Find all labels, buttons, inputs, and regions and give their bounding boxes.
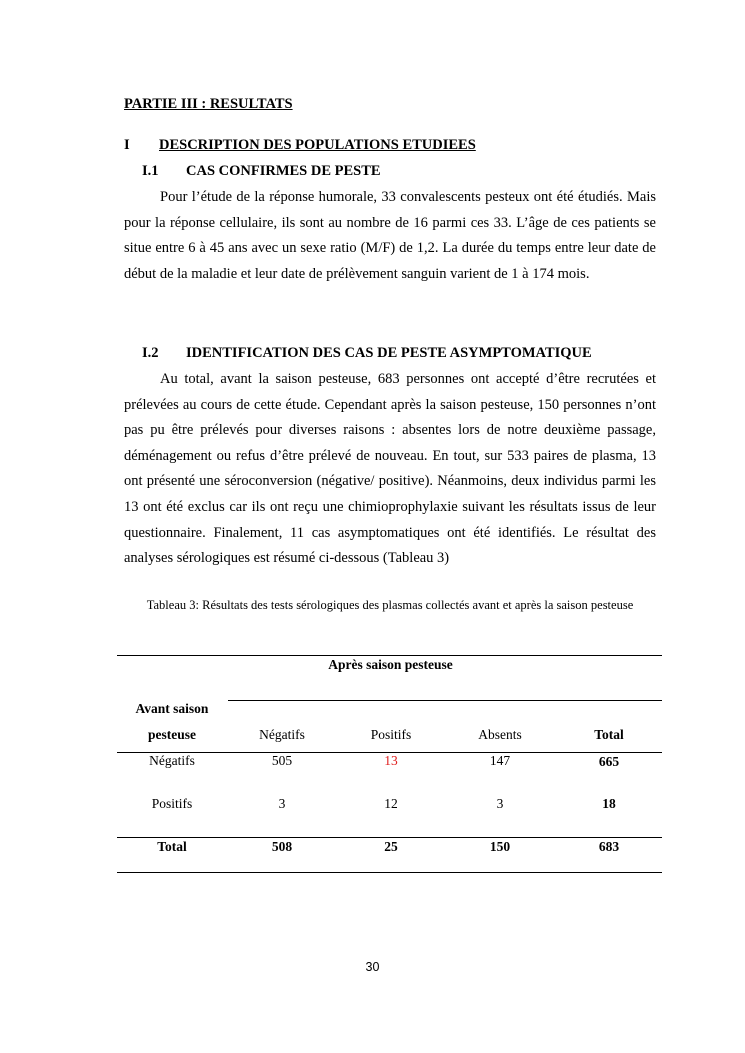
column-header: Négatifs	[259, 727, 305, 742]
table-cell: 3	[278, 796, 286, 811]
table-cell: 505	[271, 753, 293, 768]
table-group-rule	[228, 700, 662, 701]
paragraph-text: Pour l’étude de la réponse humorale, 33 convalescents pesteux ont été étudiés. Mais pour la réponse cellulaire, ils sont au nombre de 16 parmi ces 33. L’âge de ces patients se situe entre 6 à 45 ans avec un sexe ratio (M/F) de 1,2. La durée du temps entre leur date de début de la maladie et leur date de prélèvement sanguin varient de 1 à 174 mois.	[124, 189, 656, 282]
subsection-1-number: I.1	[142, 163, 159, 179]
table-cell-total: 683	[598, 839, 620, 854]
row-label-total: Total	[157, 839, 187, 854]
column-header: Positifs	[370, 727, 412, 742]
column-header-total: Total	[594, 727, 624, 742]
table-cell-total: 508	[271, 839, 293, 854]
table-top-rule	[117, 655, 662, 656]
subsection-2-number: I.2	[142, 345, 159, 361]
table-cell-total: 25	[384, 839, 398, 854]
paragraph-text: Au total, avant la saison pesteuse, 683 personnes ont accepté d’être recrutées et prélevées au cours de cette étude. Cependant après la saison pesteuse, 150 personnes n’ont pas pu être prélevés pour diverses raisons : absentes lors de notre deuxième passage, déménagement ou refus d’être prélevé de nouveau. En tout, sur 533 paires de plasma, 13 ont présenté une séroconversion (négative/ positive). Néanmoins, deux individus parmi les 13 ont été exclus car ils ont reçu une chimioprophylaxie suivant les résultats issus de leur questionnaire. Finalement, 11 cas asymptomatiques ont été identifiés. Le résultat des analyses sérologiques est résumé ci-dessous (Tableau 3)	[124, 371, 656, 567]
section-1-title: DESCRIPTION DES POPULATIONS ETUDIEES	[159, 137, 476, 153]
table-cell-total: 18	[602, 796, 616, 811]
table-cell-total: 150	[489, 839, 511, 854]
table-cell-highlighted: 13	[384, 753, 398, 768]
table-row-header-line1: Avant saison	[135, 701, 209, 716]
table-cell-total: 665	[598, 754, 620, 769]
section-1-number: I	[124, 137, 130, 153]
subsection-1-title: CAS CONFIRMES DE PESTE	[186, 163, 381, 179]
table-total-rule	[117, 837, 662, 838]
table-cell: 3	[496, 796, 504, 811]
subsection-2-paragraph	[124, 367, 656, 572]
table-row-header-line2: pesteuse	[148, 727, 196, 742]
table-cell: 12	[384, 796, 398, 811]
page-number: 30	[365, 960, 380, 974]
table-group-header: Après saison pesteuse	[328, 657, 453, 672]
table-caption: Tableau 3: Résultats des tests sérologiques des plasmas collectés avant et après la saison pesteuse	[146, 598, 634, 612]
column-header: Absents	[478, 727, 522, 742]
subsection-2-title: IDENTIFICATION DES CAS DE PESTE ASYMPTOMATIQUE	[186, 345, 592, 361]
part-title: PARTIE III : RESULTATS	[124, 96, 293, 112]
subsection-1-paragraph	[124, 185, 656, 287]
table-bottom-rule	[117, 872, 662, 873]
row-label: Négatifs	[149, 753, 195, 768]
row-label: Positifs	[151, 796, 193, 811]
table-cell: 147	[489, 753, 511, 768]
